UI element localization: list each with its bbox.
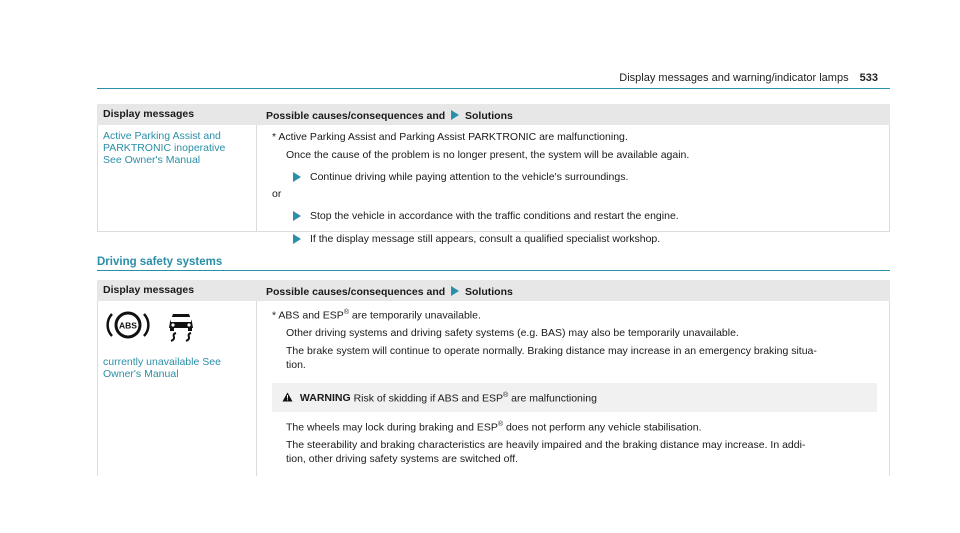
warning-title: WARNING Risk of skidding if ABS and ESP® are malfunctioning (282, 389, 869, 406)
cause-detail: The brake system will continue to operate normally. Braking distance may increase in an emergency braking situa- (286, 344, 817, 357)
warning-box (272, 383, 877, 467)
solution-step: If the display message still appears, consult a qualified specialist workshop. (272, 232, 877, 247)
arrow-icon (451, 286, 459, 296)
arrow-icon (293, 211, 301, 221)
section-rule (97, 270, 890, 271)
table-parking-assist (97, 104, 890, 245)
warning-triangle-icon (282, 392, 293, 402)
arrow-icon (293, 234, 301, 244)
col-header-causes: Possible causes/consequences and Solutions (266, 286, 513, 298)
cause-detail: Other driving systems and driving safety systems (e.g. BAS) may also be temporarily unavailable. (286, 327, 739, 339)
solution-step: Stop the vehicle in accordance with the traffic conditions and restart the engine. (272, 209, 877, 224)
cause-detail: Once the cause of the problem is no longer present, the system will be available again. (286, 148, 690, 161)
display-message: ABS currently unavailable See Owner's Manual (98, 301, 257, 476)
section-title: Driving safety systems (97, 256, 223, 268)
display-message: Active Parking Assist and PARKTRONIC inoperative See Owner's Manual (98, 125, 257, 231)
table-header (97, 280, 890, 301)
table-header (97, 104, 890, 125)
or-text: or (272, 187, 282, 200)
page-number: 533 (859, 72, 878, 84)
cause-text: * ABS and ESP® are temporarily unavailable. (272, 309, 481, 322)
header-rule (97, 88, 890, 89)
causes-solutions (257, 301, 889, 476)
arrow-icon (451, 110, 459, 120)
esp-skid-lamp-icon (156, 306, 206, 344)
cause-text: * Active Parking Assist and Parking Assist PARKTRONIC are malfunctioning. (272, 131, 628, 143)
abs-warning-lamp-icon (103, 306, 153, 344)
col-header-messages: Display messages (103, 284, 195, 296)
warning-label: WARNING (299, 392, 351, 404)
page-header (619, 72, 878, 84)
warning-body: The wheels may lock during braking and ESP® does not perform any vehicle stabilisation. The steerability and braking characteristics are heavily impaired and the braking distance may increase. In addi- tion, other driving safety systems are switched off. (272, 412, 877, 467)
solution-step: Continue driving while paying attention to the vehicle's surroundings. (272, 170, 877, 185)
causes-solutions (257, 125, 889, 245)
cause-detail: tion. (286, 359, 306, 371)
table-row (97, 125, 890, 245)
col-header-messages: Display messages (103, 108, 195, 120)
header-title: Display messages and warning/indicator lamps (619, 72, 849, 84)
arrow-icon (293, 172, 301, 182)
table-row (97, 301, 890, 476)
table-driving-safety (97, 280, 890, 476)
col-header-causes: Possible causes/consequences and Solutions (266, 110, 513, 122)
abs-label: ABS (119, 320, 137, 331)
